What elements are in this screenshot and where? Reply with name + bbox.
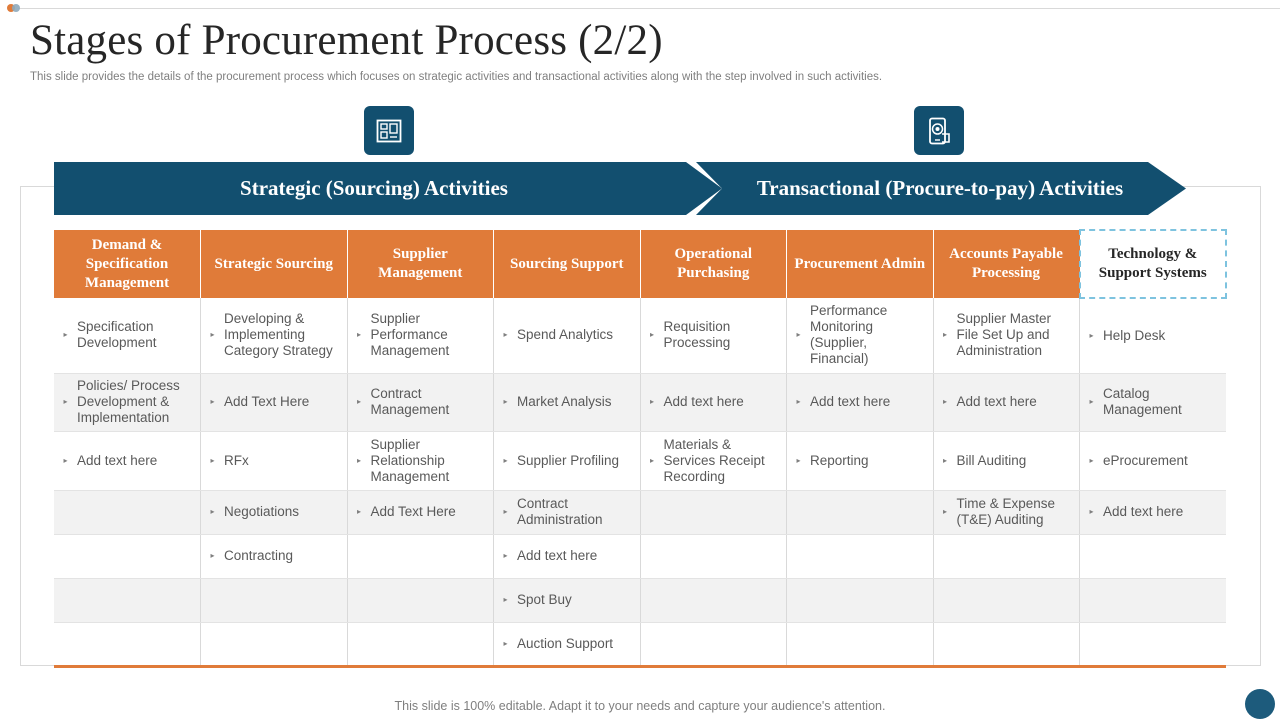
- column-header-technology: Technology & Support Systems: [1080, 230, 1227, 298]
- table-cell: [201, 578, 348, 622]
- table-cell: [787, 578, 934, 622]
- table-cell: [54, 431, 201, 490]
- table-cell: [494, 490, 641, 534]
- table-row: [54, 534, 1226, 578]
- bullet-icon: ▸: [210, 551, 215, 560]
- table-cell: [201, 298, 348, 373]
- cell-text: Time & Expense (T&E) Auditing: [956, 496, 1056, 527]
- table-cell: [347, 431, 494, 490]
- table-cell: [201, 490, 348, 534]
- bullet-icon: ▸: [1089, 397, 1094, 406]
- table-cell: [54, 298, 201, 373]
- column-header: Procurement Admin: [787, 230, 934, 298]
- cell-text: Performance Monitoring (Supplier, Financial): [810, 303, 888, 367]
- table-cell: [1080, 373, 1227, 431]
- bullet-icon: ▸: [356, 330, 361, 340]
- table-cell: [201, 622, 348, 666]
- cell-text: Add text here: [77, 452, 158, 468]
- table-cell: [787, 373, 934, 431]
- bullet-icon: ▸: [1089, 507, 1094, 516]
- cell-text: Add Text Here: [370, 504, 456, 519]
- bullet-icon: ▸: [210, 507, 215, 516]
- cell-text: Supplier Profiling: [517, 452, 620, 468]
- cell-text: Developing & Implementing Category Strategy: [224, 311, 333, 359]
- table-cell: [640, 578, 787, 622]
- strategic-banner-label: Strategic (Sourcing) Activities: [240, 176, 508, 200]
- table-row: [54, 578, 1226, 622]
- table-cell: [933, 578, 1080, 622]
- table-cell: [494, 534, 641, 578]
- table-cell: [640, 490, 787, 534]
- table-cell: [1080, 490, 1227, 534]
- table-cell: [640, 534, 787, 578]
- table-cell: [640, 431, 787, 490]
- table-cell: [933, 622, 1080, 666]
- bullet-icon: ▸: [796, 330, 801, 340]
- table-cell: [54, 534, 201, 578]
- bullet-icon: ▸: [503, 330, 508, 340]
- transactional-banner: [696, 162, 1186, 215]
- table-cell: [347, 622, 494, 666]
- cell-text: Specification Development: [77, 319, 157, 351]
- table-row: [54, 298, 1226, 373]
- table-cell: [54, 622, 201, 666]
- table-cell: [347, 298, 494, 373]
- top-rule: [18, 8, 1280, 9]
- bullet-icon: ▸: [63, 397, 68, 406]
- table-cell: [787, 622, 934, 666]
- table-cell: [1080, 298, 1227, 373]
- cell-text: Help Desk: [1103, 327, 1166, 343]
- bullet-icon: ▸: [649, 455, 654, 465]
- table-cell: [494, 431, 641, 490]
- table-cell: [640, 298, 787, 373]
- cell-text: Add text here: [956, 394, 1037, 409]
- table-cell: [787, 431, 934, 490]
- table-cell: [494, 578, 641, 622]
- bullet-icon: ▸: [1089, 330, 1094, 340]
- cell-text: Add Text Here: [224, 394, 310, 409]
- table-cell: [201, 373, 348, 431]
- bullet-icon: ▸: [942, 397, 947, 406]
- bullet-icon: ▸: [942, 507, 947, 516]
- table-cell: [1080, 431, 1227, 490]
- cell-text: RFx: [224, 452, 249, 468]
- table-row: [54, 622, 1226, 666]
- cell-text: Contract Administration: [517, 496, 603, 527]
- cell-text: Spend Analytics: [517, 327, 614, 343]
- bullet-icon: ▸: [63, 455, 68, 465]
- column-header: Demand & Specification Management: [54, 230, 201, 298]
- cell-text: Reporting: [810, 452, 869, 468]
- table-cell: [787, 534, 934, 578]
- table-cell: [494, 622, 641, 666]
- bullet-icon: ▸: [503, 595, 508, 604]
- table-row: [54, 490, 1226, 534]
- cell-text: Spot Buy: [517, 592, 572, 607]
- bullet-icon: ▸: [796, 397, 801, 406]
- cell-text: eProcurement: [1103, 452, 1188, 468]
- table-cell: [347, 534, 494, 578]
- table-row: [54, 431, 1226, 490]
- cell-text: Bill Auditing: [956, 452, 1027, 468]
- cell-text: Auction Support: [517, 635, 614, 651]
- table-cell: [640, 373, 787, 431]
- table-cell: [787, 298, 934, 373]
- table-cell: [347, 373, 494, 431]
- cell-text: Negotiations: [224, 504, 300, 519]
- page-title: Stages of Procurement Process (2/2): [30, 17, 663, 64]
- footer-note: This slide is 100% editable. Adapt it to your needs and capture your audience's attention.: [394, 699, 886, 713]
- table-cell: [640, 622, 787, 666]
- page-indicator: [1245, 689, 1275, 719]
- cell-text: Add text here: [1103, 504, 1184, 519]
- cell-text: Requisition Processing: [663, 319, 731, 351]
- bullet-icon: ▸: [210, 455, 215, 465]
- table-cell: [54, 578, 201, 622]
- table-cell: [933, 373, 1080, 431]
- strategic-banner: [54, 162, 722, 215]
- header-row: [54, 230, 1226, 298]
- table-cell: [1080, 534, 1227, 578]
- bullet-icon: ▸: [356, 507, 361, 516]
- table-cell: [54, 373, 201, 431]
- table-cell: [787, 490, 934, 534]
- column-header: Supplier Management: [347, 230, 494, 298]
- cell-text: Market Analysis: [517, 394, 612, 409]
- transactional-icon-tile: [914, 106, 964, 155]
- table-cell: [1080, 578, 1227, 622]
- table-cell: [347, 578, 494, 622]
- cell-text: Policies/ Process Development & Implementation: [77, 378, 180, 425]
- table-cell: [494, 298, 641, 373]
- table-cell: [1080, 622, 1227, 666]
- bullet-icon: ▸: [503, 397, 508, 406]
- strategic-icon-tile: [364, 106, 414, 155]
- bullet-icon: ▸: [356, 455, 361, 465]
- page-subtitle: This slide provides the details of the procurement process which focuses on strategic activities and transactional activities along with the step involved in such activities.: [30, 71, 883, 83]
- cell-text: Supplier Performance Management: [370, 311, 450, 359]
- column-header: Accounts Payable Processing: [933, 230, 1080, 298]
- bullet-icon: ▸: [649, 397, 654, 406]
- cell-text: Materials & Services Receipt Recording: [663, 436, 765, 484]
- bullet-icon: ▸: [503, 507, 508, 516]
- bullet-icon: ▸: [942, 455, 947, 465]
- cell-text: Contract Management: [370, 386, 450, 417]
- bullet-icon: ▸: [63, 330, 68, 340]
- bullet-icon: ▸: [649, 330, 654, 340]
- table-row: [54, 373, 1226, 431]
- column-header: Operational Purchasing: [640, 230, 787, 298]
- cell-text: Supplier Relationship Management: [370, 436, 450, 484]
- cell-text: Add text here: [517, 548, 598, 563]
- column-header: Strategic Sourcing: [201, 230, 348, 298]
- blueprint-icon: [376, 119, 402, 143]
- table-cell: [933, 298, 1080, 373]
- bullet-icon: ▸: [503, 455, 508, 465]
- table-cell: [933, 534, 1080, 578]
- cell-text: Contracting: [224, 548, 294, 563]
- table-cell: [347, 490, 494, 534]
- bullet-icon: ▸: [503, 638, 508, 648]
- table-cell: [201, 534, 348, 578]
- procurement-stages-table: [54, 229, 1227, 668]
- bullet-icon: ▸: [796, 455, 801, 465]
- bullet-icon: ▸: [942, 330, 947, 340]
- cell-text: Supplier Master File Set Up and Administration: [956, 311, 1052, 359]
- cell-text: Catalog Management: [1103, 386, 1182, 417]
- table-cell: [201, 431, 348, 490]
- transactional-banner-label: Transactional (Procure-to-pay) Activities: [756, 176, 1124, 200]
- table-cell: [494, 373, 641, 431]
- column-header: Sourcing Support: [494, 230, 641, 298]
- table-cell: [933, 490, 1080, 534]
- table-cell: [54, 490, 201, 534]
- cell-text: Add text here: [663, 394, 744, 409]
- table-cell: [933, 431, 1080, 490]
- bullet-icon: ▸: [210, 330, 215, 340]
- mobile-payment-icon: [926, 117, 952, 145]
- bullet-icon: ▸: [1089, 455, 1094, 465]
- bullet-icon: ▸: [210, 397, 215, 406]
- bullet-icon: ▸: [356, 397, 361, 406]
- cell-text: Add text here: [810, 394, 891, 409]
- bullet-icon: ▸: [503, 551, 508, 560]
